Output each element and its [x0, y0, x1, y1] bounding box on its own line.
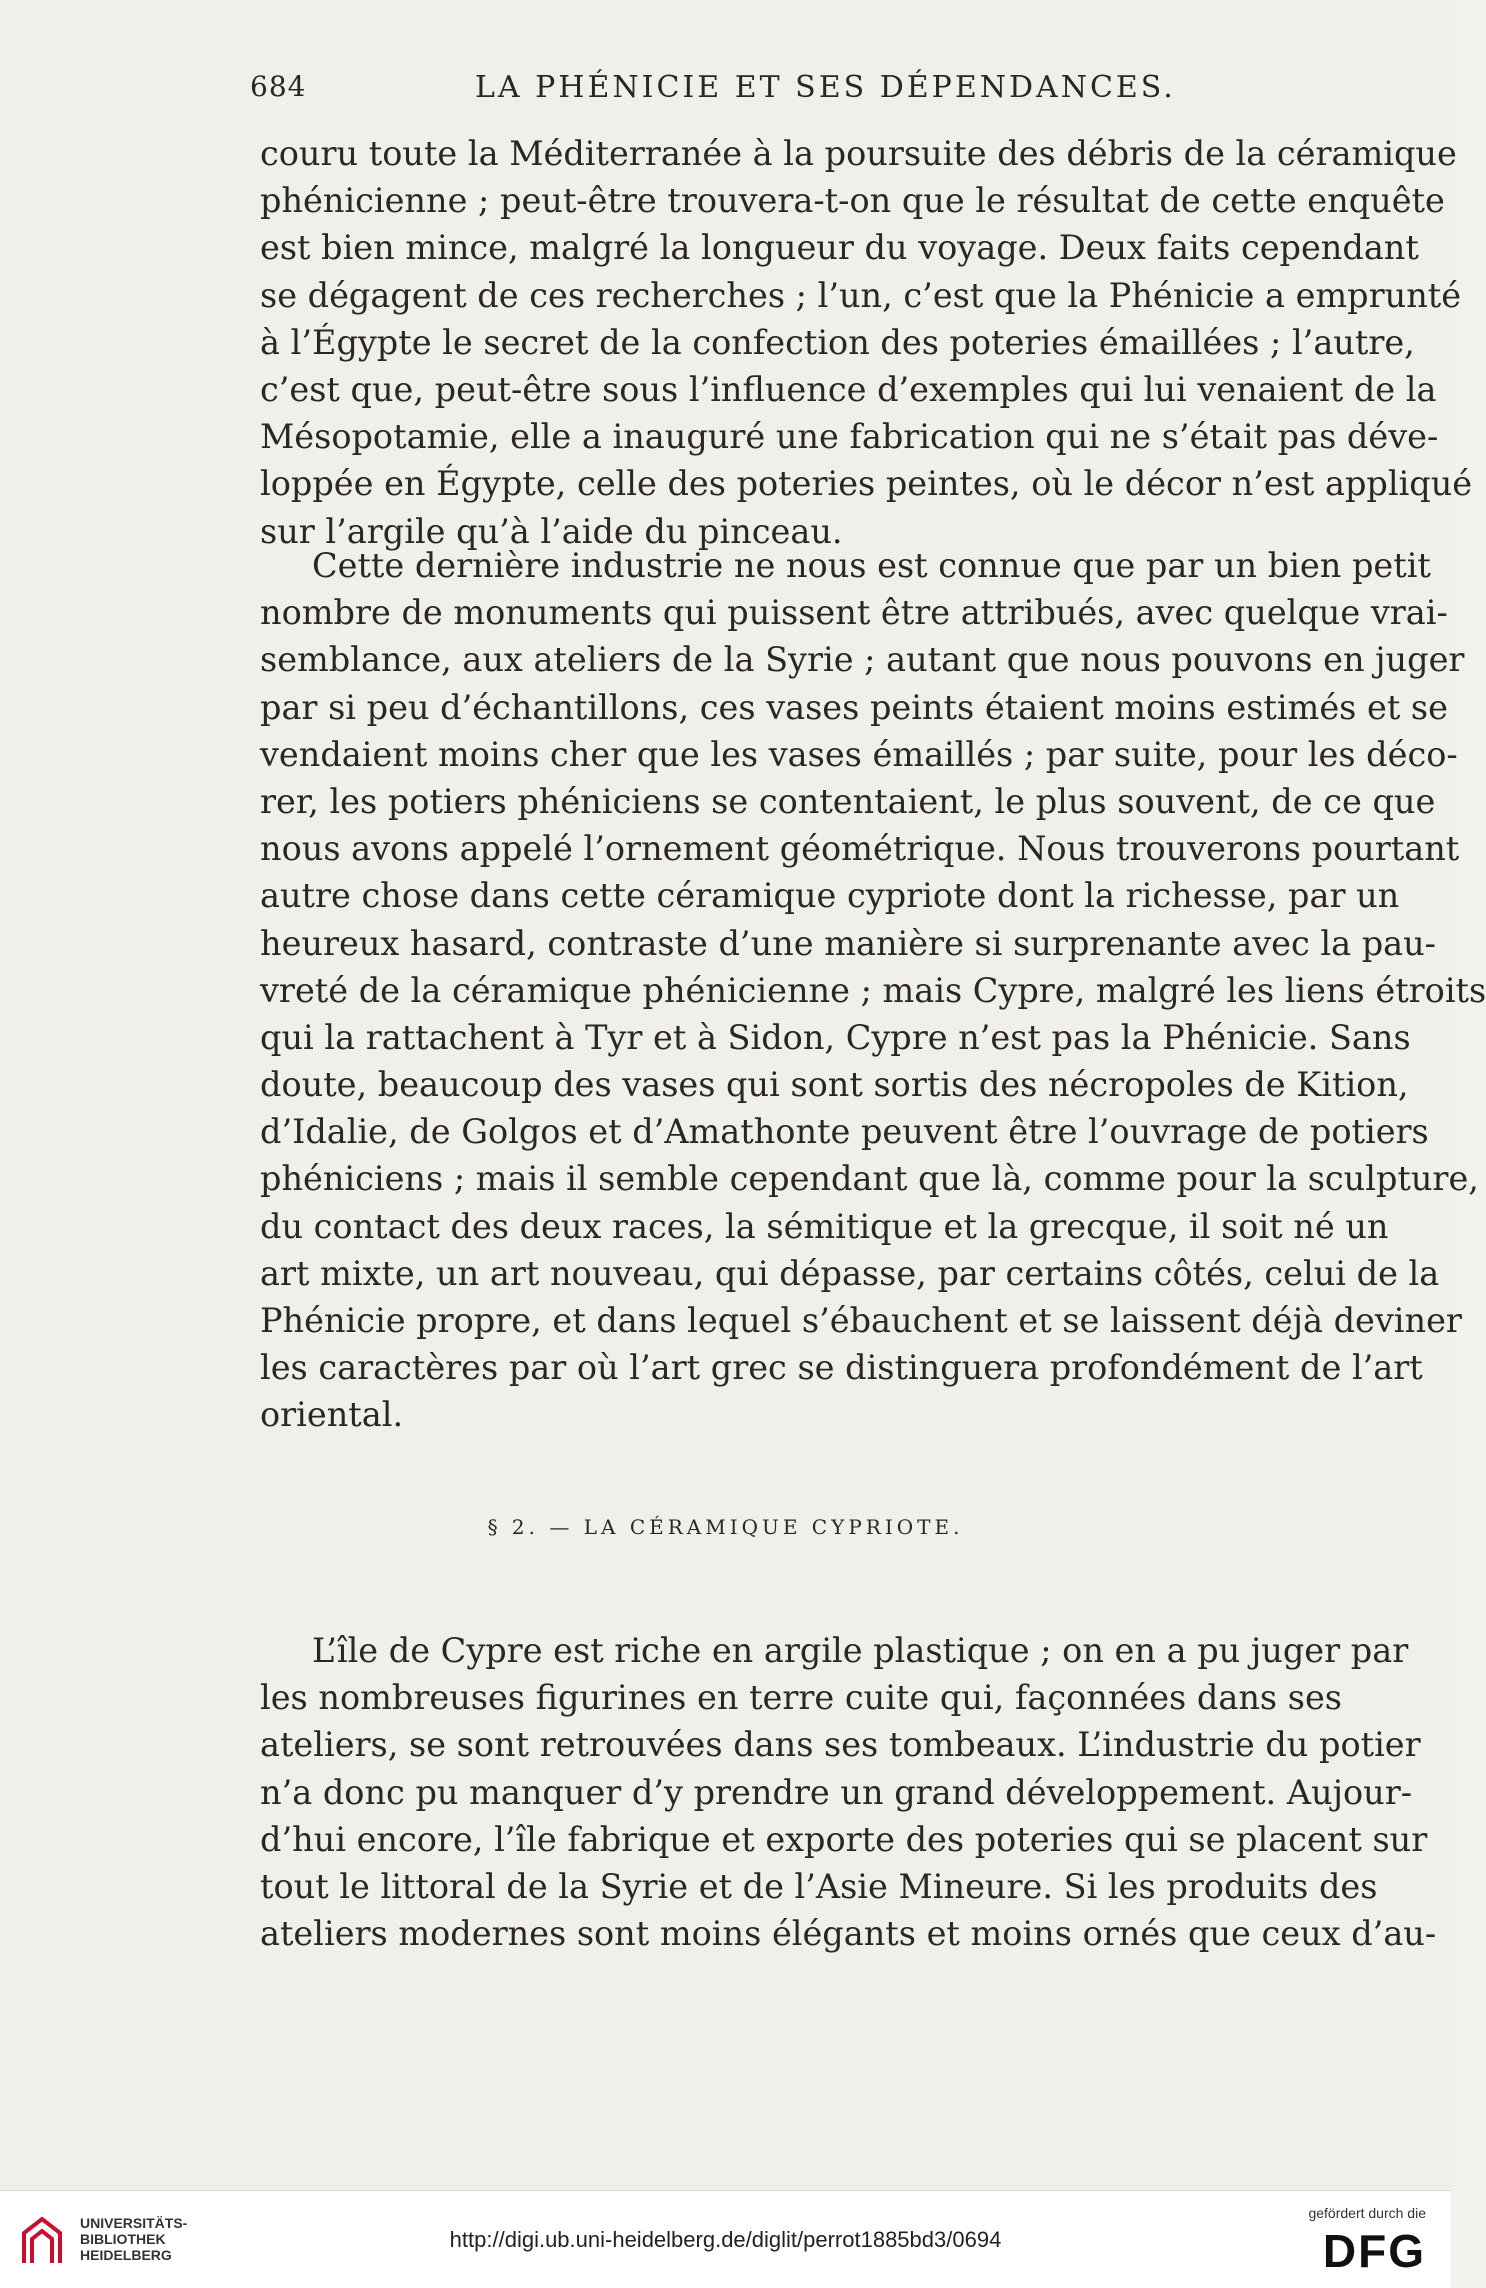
text-line: c’est que, peut-être sous l’influence d’exemples qui lui venaient de la [260, 369, 1437, 409]
text-line: rer, les potiers phéniciens se contentaient, le plus souvent, de ce que [260, 781, 1436, 821]
funding-label: gefördert durch die [1308, 2205, 1426, 2221]
library-name-line: BIBLIOTHEK [80, 2231, 166, 2247]
text-line: n’a donc pu manquer d’y prendre un grand développement. Aujour- [260, 1772, 1413, 1812]
page-number: 684 [250, 70, 307, 103]
text-line: vendaient moins cher que les vases émaillés ; par suite, pour les déco- [260, 734, 1458, 774]
funding-notice [1308, 2205, 1426, 2275]
text-line: Mésopotamie, elle a inauguré une fabrication qui ne s’était pas déve- [260, 417, 1439, 457]
text-line: vreté de la céramique phénicienne ; mais Cypre, malgré les liens étroits [260, 970, 1486, 1010]
text-line: doute, beaucoup des vases qui sont sortis des nécropoles de Kition, [260, 1065, 1409, 1105]
paragraph-1 [260, 130, 1473, 555]
text-line: qui la rattachent à Tyr et à Sidon, Cypre n’est pas la Phénicie. Sans [260, 1017, 1411, 1057]
text-line: art mixte, un art nouveau, qui dépasse, par certains côtés, celui de la [260, 1253, 1440, 1293]
text-line: oriental. [260, 1395, 404, 1435]
section-heading: § 2. — LA CÉRAMIQUE CYPRIOTE. [487, 1515, 964, 1539]
running-title: LA PHÉNICIE ET SES DÉPENDANCES. [475, 70, 1176, 105]
text-line: à l’Égypte le secret de la confection des poteries émaillées ; l’autre, [260, 322, 1415, 362]
text-line: tout le littoral de la Syrie et de l’Asie Mineure. Si les produits des [260, 1866, 1378, 1906]
text-line: d’Idalie, de Golgos et d’Amathonte peuvent être l’ouvrage de potiers [260, 1112, 1429, 1152]
text-line: nombre de monuments qui puissent être attribués, avec quelque vrai- [260, 593, 1448, 633]
library-name-line: HEIDELBERG [80, 2247, 172, 2263]
text-line: d’hui encore, l’île fabrique et exporte des poteries qui se placent sur [260, 1819, 1428, 1859]
text-line: sur l’argile qu’à l’aide du pinceau. [260, 511, 843, 551]
permalink-url[interactable]: http://digi.ub.uni-heidelberg.de/diglit/perrot1885bd3/0694 [449, 2227, 1002, 2252]
paragraph-2 [260, 542, 1486, 1439]
library-name-line: UNIVERSITÄTS- [80, 2215, 188, 2231]
text-line: Cette dernière industrie ne nous est connue que par un bien petit [312, 546, 1431, 585]
text-line: heureux hasard, contraste d’une manière si surprenante avec la pau- [260, 923, 1437, 963]
text-line: les nombreuses figurines en terre cuite qui, façonnées dans ses [260, 1678, 1342, 1718]
text-line: ateliers, se sont retrouvées dans ses tombeaux. L’industrie du potier [260, 1725, 1421, 1765]
paragraph-3 [260, 1627, 1437, 1957]
text-line: Phénicie propre, et dans lequel s’ébauchent et se laissent déjà deviner [260, 1301, 1462, 1340]
text-line: loppée en Égypte, celle des poteries peintes, où le décor n’est appliqué [260, 464, 1473, 504]
text-line: semblance, aux ateliers de la Syrie ; autant que nous pouvons en juger [260, 640, 1465, 680]
text-line: les caractères par où l’art grec se distinguera profondément de l’art [260, 1348, 1423, 1388]
text-line: couru toute la Méditerranée à la poursuite des débris de la céramique [260, 134, 1457, 173]
dfg-logo: DFG [1322, 2225, 1426, 2277]
text-line: L’île de Cypre est riche en argile plastique ; on en a pu juger par [312, 1631, 1409, 1670]
text-line: nous avons appelé l’ornement géométrique. Nous trouverons pourtant [260, 829, 1460, 869]
running-head [250, 70, 1350, 120]
text-line: du contact des deux races, la sémitique et la grecque, il soit né un [260, 1206, 1389, 1246]
text-line: phénicienne ; peut-être trouvera-t-on que le résultat de cette enquête [260, 181, 1445, 221]
text-line: ateliers modernes sont moins élégants et moins ornés que ceux d’au- [260, 1914, 1437, 1954]
text-line: par si peu d’échantillons, ces vases peints étaient moins estimés et se [260, 687, 1448, 727]
text-line: est bien mince, malgré la longueur du voyage. Deux faits cependant [260, 228, 1419, 268]
text-line: se dégagent de ces recherches ; l’un, c’est que la Phénicie a emprunté [260, 275, 1462, 315]
digitization-footer [0, 2190, 1451, 2288]
text-line: phéniciens ; mais il semble cependant que là, comme pour la sculpture, [260, 1159, 1479, 1199]
text-line: autre chose dans cette céramique cypriote dont la richesse, par un [260, 876, 1400, 916]
